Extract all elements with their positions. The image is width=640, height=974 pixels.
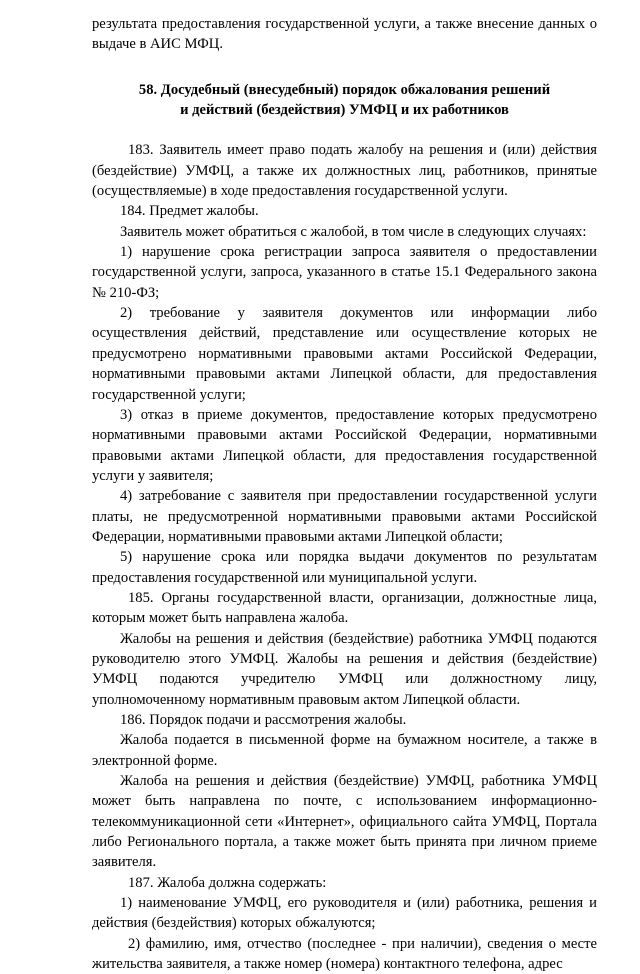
paragraph-185: 185. Органы государственной власти, организации, должностные лица, которым может быть направлена жалоба.: [92, 589, 597, 627]
list-item-2: 2) требование у заявителя документов или информации либо осуществления действий, представление или осуществление которых не предусмотрено нормативными правовыми актами Российской Федерации, нормативными правовыми актами Липецкой области, для предоставления государственной услуги;: [92, 305, 597, 403]
paragraph-184: 184. Предмет жалобы.: [120, 203, 259, 220]
list-item-5: 5) нарушение срока или порядка выдачи документов по результатам предоставления государственной или муниципальной услуги.: [92, 549, 597, 586]
section-heading: [92, 80, 597, 121]
paragraph-187: 187. Жалоба должна содержать:: [128, 874, 327, 891]
section-heading-line-1: 58. Досудебный (внесудебный) порядок обжалования решений: [138, 81, 551, 98]
paragraph-186-body-1: Жалоба подается в письменной форме на бумажном носителе, а также в электронной форме.: [92, 732, 597, 769]
list-item-3: 3) отказ в приеме документов, предоставление которых предусмотрено нормативными правовыми актами Российской Федерации, нормативными правовыми актами Липецкой области, для предоставления государственной услуги у заявителя;: [92, 406, 597, 484]
complaint-item-1: 1) наименование УМФЦ, его руководителя и (или) работника, решения и действия (бездействия) которых обжалуются;: [92, 895, 597, 932]
document-page: [92, 14, 597, 974]
continuation-paragraph: результата предоставления государственной услуги, а также внесение данных о выдаче в АИС МФЦ.: [92, 16, 597, 53]
section-heading-line-2: и действий (бездействия) УМФЦ и их работников: [180, 102, 509, 119]
paragraph-185-body: Жалобы на решения и действия (бездействие) работника УМФЦ подаются руководителю этого УМФЦ. Жалобы на решения и действия (бездействие) УМФЦ подаются учредителю УМФЦ или должностному лицу, уполномоченному нормативным правовым актом Липецкой области.: [92, 630, 597, 708]
paragraph-184-intro: Заявитель может обратиться с жалобой, в том числе в следующих случаях:: [120, 223, 587, 240]
list-item-1: 1) нарушение срока регистрации запроса заявителя о предоставлении государственной услуги, запроса, указанного в статье 15.1 Федерального закона № 210-ФЗ;: [92, 244, 597, 301]
paragraph-186-body-2: Жалоба на решения и действия (бездействие) УМФЦ, работника УМФЦ может быть направлена по почте, с использованием информационно-телекоммуникационной сети «Интернет», официального сайта УМФЦ, Портала либо Регионального портала, а также может быть принята при личном приеме заявителя.: [92, 773, 597, 871]
paragraph-186: 186. Порядок подачи и рассмотрения жалобы.: [120, 712, 407, 728]
list-item-4: 4) затребование с заявителя при предоставлении государственной услуги платы, не предусмотренной нормативными правовыми актами Российской Федерации, нормативными правовыми актами Липецкой области;: [92, 488, 597, 545]
complaint-item-2: 2) фамилию, имя, отчество (последнее - при наличии), сведения о месте жительства заявителя, а также номер (номера) контактного телефона, адрес: [92, 935, 597, 973]
paragraph-183: 183. Заявитель имеет право подать жалобу на решения и (или) действия (бездействие) УМФЦ, а также их должностных лиц, работников, принятые (осуществляемые) в ходе предоставления государственной услуги.: [92, 142, 597, 200]
